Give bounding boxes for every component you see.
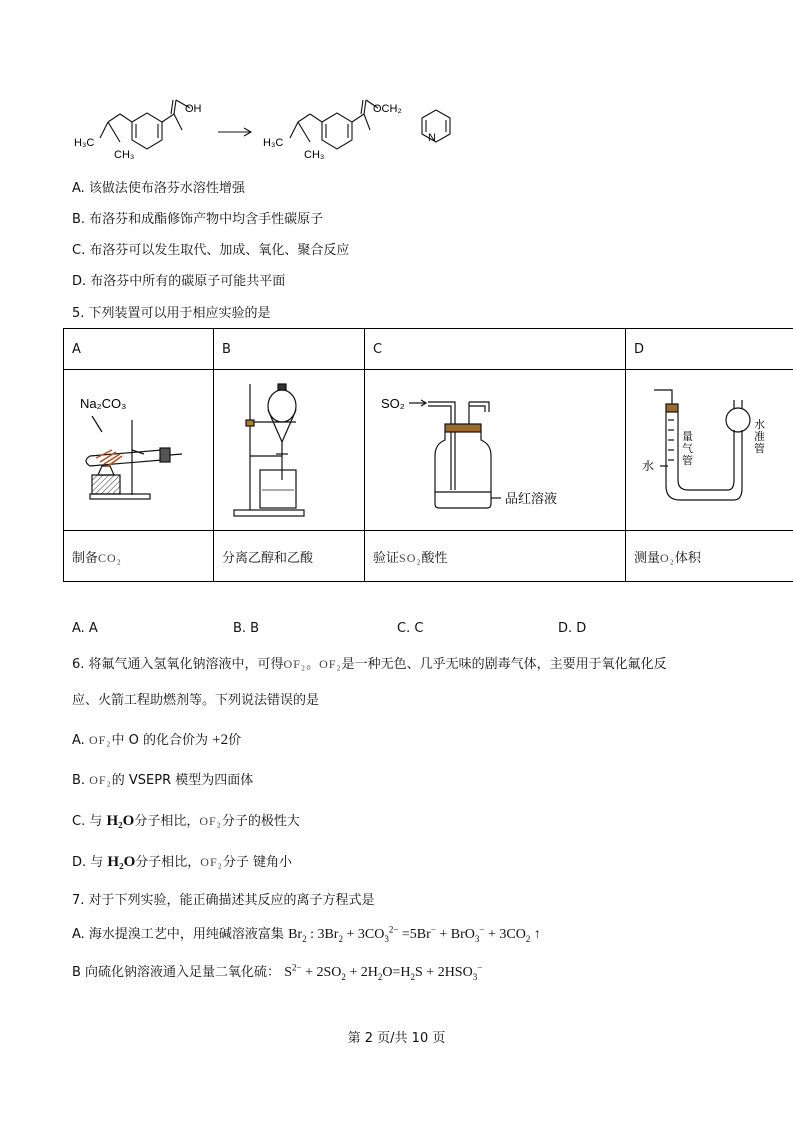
q5-choice-d[interactable]: D. D [558,621,587,636]
apparatus-c-cell [365,370,626,531]
q6-option-c: C. 与 H₂O分子相比，OF₂分子的极性大 [72,813,300,829]
page-footer: 第 2 页/共 10 页 [347,1031,446,1046]
q6-option-a: A. OF₂中 O 的化合价为 +2价 [72,732,242,748]
q5-choice-b[interactable]: B. B [233,621,260,636]
q5-apparatus-table [63,328,793,582]
gas-burette-apparatus [634,370,792,526]
col-header-c: C [365,329,626,370]
q7-option-a: A. 海水提溴工艺中，用纯碱溶液富集 $Br_2$ : $3Br_2 + 3CO_3^{2-} =5Br^- + BrO_3^- + 3CO_2$ ↑ [72,924,541,944]
col-header-d: D [626,329,793,370]
q5-stem: 5. 下列装置可以用于相应实验的是 [72,306,271,321]
separating-funnel-apparatus [222,370,356,526]
oh-label: OH [185,103,202,115]
caption-a: 制备CO₂ [64,531,214,582]
q6-option-b: B. OF₂的 VSEPR 模型为四面体 [72,773,254,788]
q4-option-a: A. 该做法使布洛芬水溶性增强 [72,181,245,196]
col-header-b: B [214,329,365,370]
q7-equation-a: $Br_2$ : $3Br_2 + 3CO_3^{2-} =5Br^- + BrO_3^- + 3CO_2$ ↑ [288,924,541,944]
apparatus-b-cell [214,370,365,531]
na2co3-label: Na₂CO₃ [80,396,127,411]
q4-option-d: D. 布洛芬中所有的碳原子可能共平面 [72,274,286,289]
col-header-a: A [64,329,214,370]
q6-option-d: D. 与 H₂O分子相比，OF₂分子 键角小 [72,854,292,870]
water-label: 水 [642,459,655,473]
gas-burette-label: 量气管 [682,431,693,467]
q6-stem-line2: 应、火箭工程助燃剂等。下列说法错误的是 [72,693,320,708]
apparatus-d-cell [626,370,793,531]
q5-choice-a[interactable]: A. A [72,621,98,636]
h3c-label-right: H₃C [263,137,284,149]
pinhong-solution-label: 品红溶液 [505,491,558,506]
q4-option-b: B. 布洛芬和成酯修饰产物中均含手性碳原子 [72,212,324,227]
q7-equation-b: $S^{2-} + 2SO_2 + 2H_2O=H_2S + 2HSO_3^-$ [284,962,483,982]
q5-choice-c[interactable]: C. C [397,621,424,636]
reaction-scheme [70,90,470,175]
ch3-label-left: CH₃ [114,149,135,161]
caption-b: 分离乙醇和乙酸 [214,531,365,582]
q6-stem-line1: 6. 将氟气通入氢氧化钠溶液中，可得OF₂。OF₂是一种无色、几乎无味的剧毒气体，主要用于氧化氟化反 [72,657,667,672]
caption-d: 测量O₂体积 [626,531,793,582]
pyridine-n-label: N [428,132,436,144]
q7-stem: 7. 对于下列实验，能正确描述其反应的离子方程式是 [72,893,375,908]
och2-label: OCH₂ [373,103,402,115]
so2-gas-label: SO₂ [381,396,405,411]
h3c-label-left: H₃C [74,137,95,149]
ch3-label-right: CH₃ [304,149,325,161]
q4-option-c: C. 布洛芬可以发生取代、加成、氧化、聚合反应 [72,243,350,258]
caption-c: 验证SO₂酸性 [365,531,626,582]
level-tube-label: 水准管 [754,419,765,455]
apparatus-a-cell [64,370,214,531]
q7-option-b: B 向硫化钠溶液通入足量二氧化硫： $S^{2-} + 2SO_2 + 2H_2O=H_2S + 2HSO_3^-$ [72,962,483,982]
gas-washing-bottle [373,370,617,526]
heating-tube-apparatus [72,370,205,526]
